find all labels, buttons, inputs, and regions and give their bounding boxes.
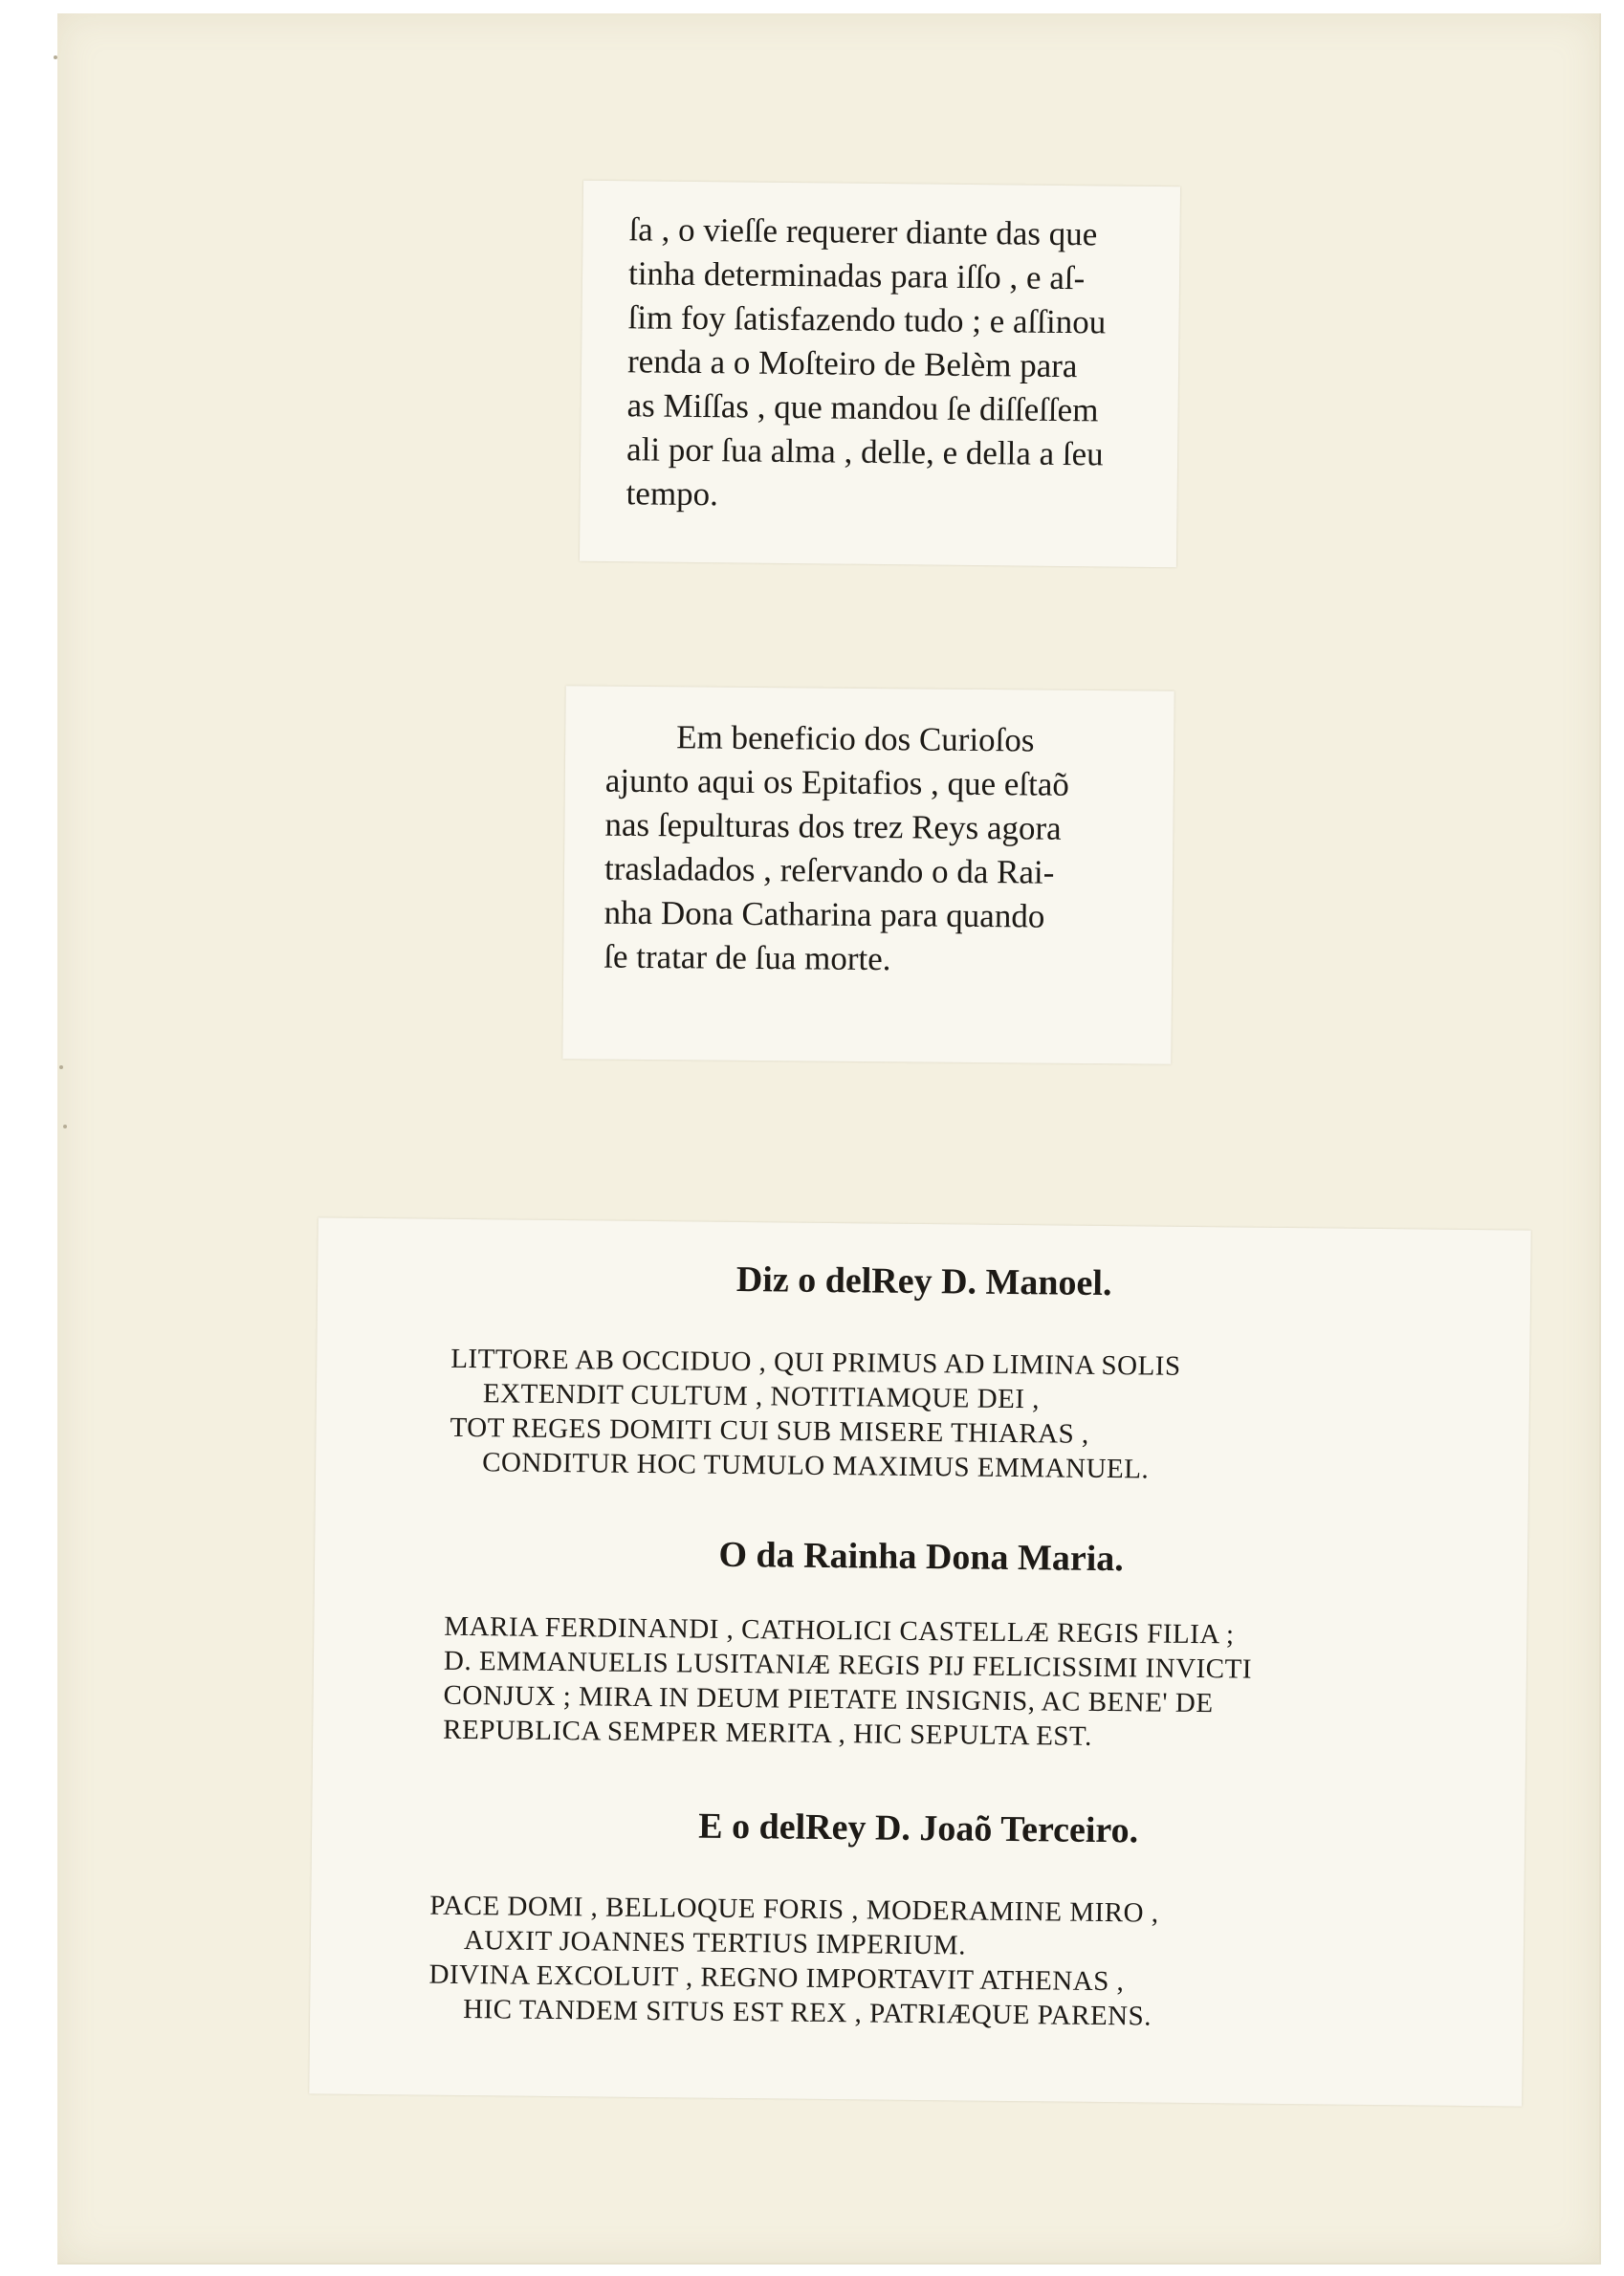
epitaph-line: D. EMMANUELIS LUSITANIÆ REGIS PIJ FELICISSIMI INVICTI: [443, 1645, 1253, 1685]
epitaph-line: AUXIT JOANNES TERTIUS IMPERIUM.: [463, 1925, 967, 1961]
text-line: nas ſepulturas dos trez Reys agora: [604, 805, 1062, 847]
epitaph-heading-manoel: Diz o delRey D. Manoel.: [735, 1258, 1112, 1304]
clipping-1-paragraph: [625, 208, 1164, 521]
text-line: ſa , o vieſſe requerer diante das que: [628, 210, 1098, 253]
clipping-1: [580, 181, 1180, 568]
epitaph-heading-maria: O da Rainha Dona Maria.: [718, 1534, 1125, 1580]
paper-speck: [54, 55, 57, 59]
clipping-2-paragraph: [604, 715, 1160, 984]
text-line: as Miſſas , que mandou ſe diſſeſſem: [626, 386, 1099, 429]
text-line: renda a o Moſteiro de Belèm para: [626, 342, 1078, 385]
clipping-2: [562, 686, 1174, 1064]
clipping-3-epitaphs: [309, 1217, 1531, 2106]
paper-speck: [63, 1125, 67, 1128]
text-line: ali por ſua alma , delle, e della a ſeu: [625, 430, 1104, 473]
epitaph-line: HIC TANDEM SITUS EST REX , PATRIÆQUE PARENS.: [463, 1994, 1152, 2032]
epitaph-line: TOT REGES DOMITI CUI SUB MISERE THIARAS ,: [450, 1412, 1089, 1450]
epitaph-line: CONJUX ; MIRA IN DEUM PIETATE INSIGNIS, AC BENE' DE: [443, 1679, 1214, 1719]
text-line: ſe tratar de ſua morte.: [604, 937, 891, 978]
text-line: trasladados , reſervando o da Rai-: [604, 849, 1055, 891]
text-line: tempo.: [625, 474, 719, 514]
epitaph-line: REPUBLICA SEMPER MERITA , HIC SEPULTA EST.: [443, 1714, 1093, 1752]
epitaph-line: MARIA FERDINANDI , CATHOLICI CASTELLÆ REGIS FILIA ;: [444, 1610, 1235, 1651]
epitaph-manoel: [450, 1342, 1181, 1487]
epitaph-line: CONDITUR HOC TUMULO MAXIMUS EMMANUEL.: [481, 1447, 1150, 1485]
epitaph-heading-joao: E o delRey D. Joaõ Terceiro.: [698, 1805, 1139, 1851]
text-line: ſim foy ſatisfazendo tudo ; e aſſinou: [627, 298, 1107, 341]
text-line: ajunto aqui os Epitafios , que eſtaõ: [604, 761, 1070, 803]
epitaph-maria: [443, 1609, 1252, 1756]
paper-speck: [59, 1065, 63, 1069]
epitaph-line: EXTENDIT CULTUM , NOTITIAMQUE DEI ,: [482, 1378, 1041, 1415]
epitaph-line: LITTORE AB OCCIDUO , QUI PRIMUS AD LIMINA SOLIS: [450, 1343, 1181, 1382]
epitaph-line: PACE DOMI , BELLOQUE FORIS , MODERAMINE MIRO ,: [429, 1890, 1159, 1929]
text-line: Em beneficio dos Curioſos: [676, 718, 1035, 759]
text-line: tinha determinadas para iſſo , e aſ-: [627, 254, 1086, 297]
epitaph-joao: [428, 1889, 1159, 2034]
text-line: nha Dona Catharina para quando: [604, 893, 1045, 935]
epitaph-line: DIVINA EXCOLUIT , REGNO IMPORTAVIT ATHENAS ,: [428, 1959, 1125, 1998]
paper-sheet: [57, 13, 1601, 2265]
